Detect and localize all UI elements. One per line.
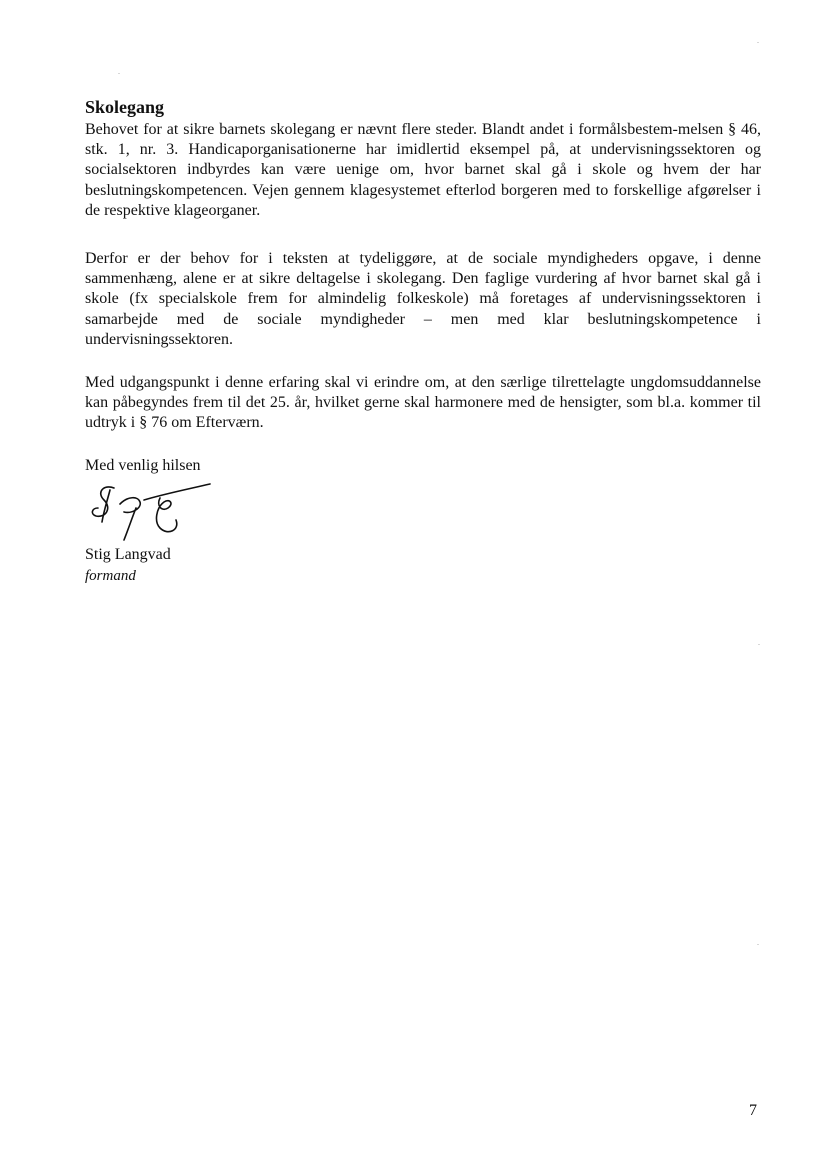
scan-speck [758,644,760,645]
handwritten-signature [84,478,216,546]
page-number: 7 [749,1102,757,1119]
scan-speck [757,42,759,43]
body-paragraph-3: Med udgangspunkt i denne erfaring skal vi erindre om, at den særlige tilrettelagte ungdomsuddannelse kan påbegyndes frem til det 25. år, hvilket gerne skal harmonere med de hensigter, som bl.a. kommer til udtryk i § 76 om Efterværn. [85,374,761,432]
body-paragraph-2: Derfor er der behov for i teksten at tydeliggøre, at de sociale myndigheders opgave, i denne sammenhæng, alene er at sikre deltagelse i skolegang. Den faglige vurdering af hvor barnet skal gå i skole (fx specialskole frem for almindelig folkeskole) må foretages af undervisningssektoren i samarbejde med de sociale myndigheder – men med klar beslutningskompetence i undervisningssektoren. [85,250,761,348]
scan-speck [757,944,759,945]
body-paragraph-1: Behovet for at sikre barnets skolegang er nævnt flere steder. Blandt andet i formålsbestem-melsen § 46, stk. 1, nr. 3. Handicaporganisationerne har imidlertid eksempel på, at undervisningssektoren og socialsektoren indbyrdes kan være uenige om, hvor barnet skal gå i skole og hvem der har beslutningskompetencen. Vejen gennem klagesystemet efterlod borgeren med to forskellige afgørelser i de respektive klageorganer. [85,121,761,219]
signer-title: formand [85,568,136,584]
closing-salutation: Med venlig hilsen [85,457,201,474]
scan-speck [118,73,120,74]
signer-name: Stig Langvad [85,546,171,563]
section-heading: Skolegang [85,97,165,117]
